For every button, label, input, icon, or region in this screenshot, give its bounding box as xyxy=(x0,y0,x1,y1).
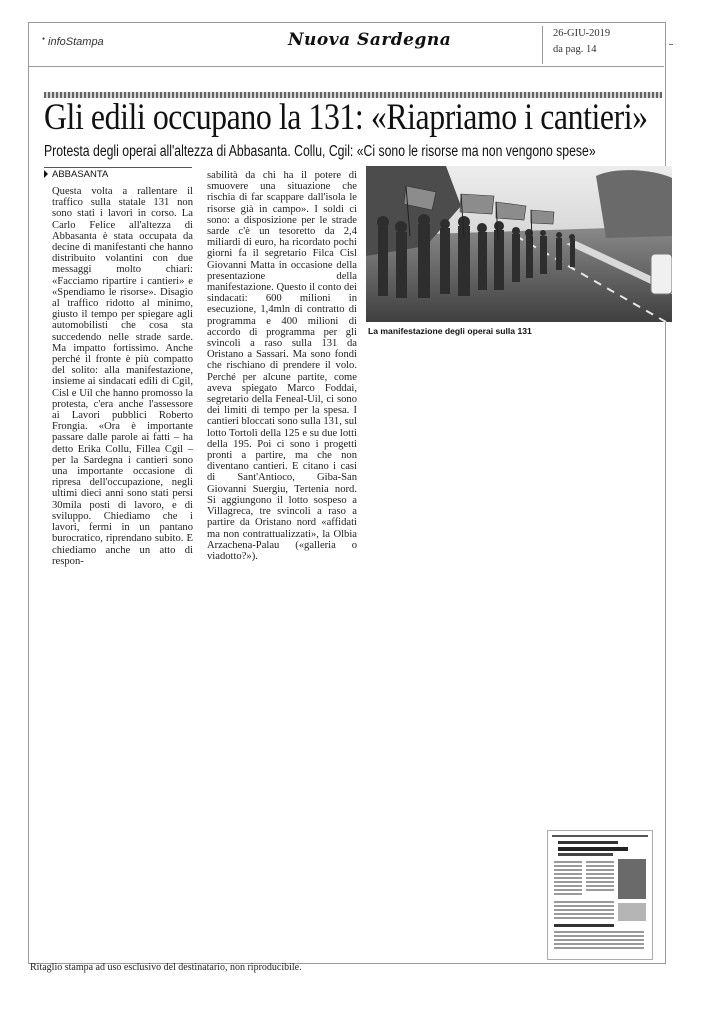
dateline xyxy=(44,169,108,180)
photo-caption: La manifestazione degli operai sulla 131 xyxy=(368,326,532,336)
article-subhead: Protesta degli operai all'altezza di Abbasanta. Collu, Cgil: «Ci sono le risorse ma non vengono spese» xyxy=(44,143,596,160)
header-divider xyxy=(28,66,664,67)
footer-disclaimer: Ritaglio stampa ad uso esclusivo del destinatario, non riproducibile. xyxy=(30,962,302,973)
dateline-rule xyxy=(44,167,192,168)
dateline-marker-icon xyxy=(44,170,48,178)
agency-logo-mark: ● xyxy=(42,36,46,43)
page-thumbnail xyxy=(547,830,653,960)
agency-logo: ● infoStampa xyxy=(42,36,104,48)
page-thumbnail-image xyxy=(548,831,652,959)
article-column-1: Questa volta a rallentare il traffico sulla statale 131 non sono stati i lavori in corso. La Carlo Felice all'altezza di Abbasanta è stata occupata da decine di manifestanti che hanno distribuito volantini con due messaggi molto chiari: «Facciamo ripartire i cantieri» e «Spendiamo le risorse». Disagio al traffico ridotto al minimo, giusto il tempo per spiegare agli automobilisti che cosa sta succedendo nelle strade sarde. Ma impatto fortissimo. Anche perché il fronte è più compatto del solito: alla manifestazione, insieme ai sindacati edili di Cgil, Cisl e Uil che hanno promosso la protesta, c'era anche l'assessore ai Lavori pubblici Roberto Frongia. «Ora è importante passare dalle parole ai fatti – ha detto Erika Collu, Fillea Cgil – per la Sardegna i cantieri sono una importante occasione di ripresa dell'occupazione, negli ultimi dieci anni sono stati persi 30mila posti di lavoro, e di sviluppo. Chiediamo che i lavori, fermi in un pantano burocratico, riprendano subito. E chiediamo anche un atto di respon- xyxy=(52,186,193,567)
protest-photo xyxy=(366,166,672,322)
publication-date: 26-GIU-2019 xyxy=(553,28,611,39)
page-reference: da pag. 14 xyxy=(553,44,597,55)
dateline-text: ABBASANTA xyxy=(52,169,109,180)
date-box-tick xyxy=(669,44,673,45)
article-headline: Gli edili occupano la 131: «Riapriamo i cantieri» xyxy=(44,97,648,138)
protest-photo-image xyxy=(366,166,672,322)
newspaper-masthead: Nuova Sardegna xyxy=(288,30,452,50)
date-box xyxy=(542,26,671,64)
article-column-2: sabilità da chi ha il potere di smuovere una situazione che rischia di far scappare dall'isola le risorse già in campo». I soldi ci sono: a disposizione per le strade sarde c'è un tesoretto da 2,4 miliardi di euro, ha ricordato pochi giorni fa il segretario Filca Cisl Giovanni Matta in occasione della presentazione della manifestazione. Questo il conto dei sindacati: 600 milioni in esecuzione, 1,4mln di contratto di programma e 400 milioni di accordo di programma per gli svincoli a raso sulla 131 da Oristano a Sassari. Ma sono fondi che rischiano di prendere il volo. Perché per alcune partite, come aveva spiegato Marco Foddai, segretario della Feneal-Uil, ci sono dei limiti di tempo per la spesa. I cantieri bloccati sono sulla 131, sul lotto Tortolì della 125 e su due lotti della 195. Poi ci sono i progetti pronti a partire, ma che non diventano cantieri. E citano i casi di Sant'Antioco, Giba-San Giovanni Suergiu, Tertenia nord. Si aggiungono il lotto sospeso a Villagreca, tre svincoli a raso a partire da Oristano nord «affidati ma non contrattualizzati», la Olbia Arzachena-Palau («galleria o viadotto?»). xyxy=(207,170,357,562)
